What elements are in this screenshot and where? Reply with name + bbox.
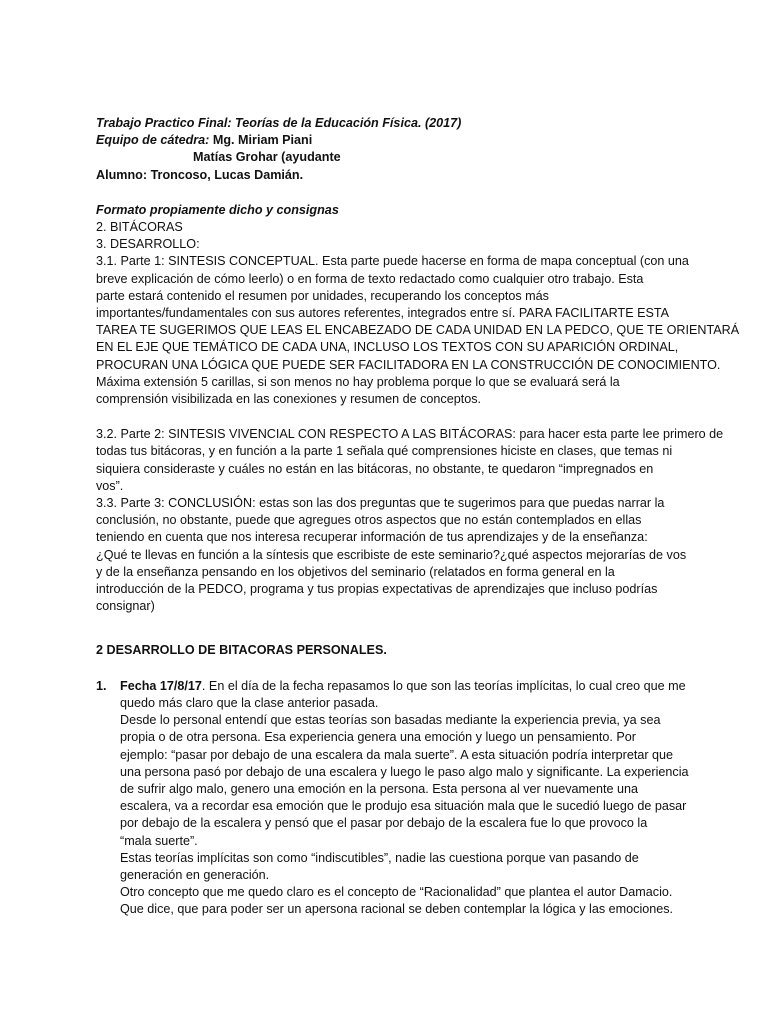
paragraph-line: siquiera consideraste y cuáles no están en las bitácoras, no obstante, te quedaron “impregnados en [96,461,654,476]
entry-line: ejemplo: “pasar por debajo de una escalera da mala suerte”. A esta situación podría interpretar que [120,747,674,762]
paragraph-line: vos”. [96,478,124,493]
part1-paragraph [96,253,740,408]
paragraph-line: 3.2. Parte 2: SINTESIS VIVENCIAL CON RESPECTO A LAS BITÁCORAS: para hacer esta parte lee primero de [96,427,724,442]
team-label: Equipo de cátedra: [96,133,210,148]
entry-line: Estas teorías implícitas son como “indiscutibles”, nadie las cuestiona porque van pasando de [120,850,639,865]
paragraph-line: parte estará contenido el resumen por unidades, recuperando los conceptos más [96,288,549,303]
paragraph-line: EN EL EJE QUE TEMÁTICO DE CADA UNA, INCLUSO LOS TEXTOS CON SU APARICIÓN ORDINAL, [96,340,679,355]
paragraph-line: consignar) [96,599,155,614]
paragraph-line: Máxima extensión 5 carillas, si son menos no hay problema porque lo que se evaluará será la [96,374,620,389]
paragraph-line: introducción de la PEDCO, programa y tus propias expectativas de aprendizajes que incluso podrías [96,582,658,597]
entry-line: una persona pasó por debajo de una escalera y luego le paso algo malo y significante. La experiencia [120,764,689,779]
entry-number: 1. [96,678,107,693]
student-name: Alumno: Troncoso, Lucas Damián. [96,167,304,182]
entry-line: Otro concepto que me quedo claro es el concepto de “Racionalidad” que plantea el autor Damacio. [120,885,673,900]
entry-date: Fecha 17/8/17 [120,678,202,693]
team-member-1: Mg. Miriam Piani [209,133,313,148]
paragraph-line: TAREA TE SUGERIMOS QUE LEAS EL ENCABEZADO DE CADA UNIDAD EN LA PEDCO, QUE TE ORIENTARÁ [96,323,740,338]
paragraph-line: ¿Qué te llevas en función a la síntesis que escribiste de este seminario?¿qué aspectos mejorarías de vos [96,547,687,562]
team-member-2: Matías Grohar (ayudante [193,150,341,165]
paragraph-line: todas tus bitácoras, y en función a la parte 1 señala qué comprensiones hiciste en clases, que temas ni [96,444,673,459]
paragraph-line: breve explicación de cómo leerlo) o en forma de texto redactado como cualquier otro trabajo. Esta [96,271,644,286]
entry-first-line [120,678,686,695]
paragraph-line: teniendo en cuenta que nos interesa recuperar información de tus aprendizajes y de la enseñanza: [96,530,648,545]
entry-line: por debajo de la escalera y pensó que el pasar por debajo de la escalera fue lo que provoco la [120,816,648,831]
format-heading: Formato propiamente dicho y consignas [96,202,339,217]
part2-paragraph [96,426,724,495]
item-desarrollo: 3. DESARROLLO: [96,237,200,252]
entry-line: Que dice, que para poder ser un apersona racional se deben contemplar la lógica y las emociones. [120,902,674,917]
part3-paragraph [96,495,686,615]
bitacora-entry-1 [96,678,689,919]
paragraph-line: conclusión, no obstante, puede que agregues otros aspectos que no están contemplados en ellas [96,513,642,528]
entry-line: de sufrir algo malo, genero una emoción en la persona. Esta persona al ver nuevamente una [120,781,639,796]
paragraph-line: PROCURAN UNA LÓGICA QUE PUEDE SER FACILITADORA EN LA CONSTRUCCIÓN DE CONOCIMIENTO. [96,357,721,372]
entry-line: “mala suerte”. [120,833,198,848]
entry-line: propia o de otra persona. Esa experiencia genera una emoción y luego un pensamiento. Por [120,730,636,745]
entry-line: Desde lo personal entendí que estas teorías son basadas mediante la experiencia previa, ya sea [120,713,661,728]
document-title: Trabajo Practico Final: Teorías de la Educación Física. (2017) [96,116,462,130]
entry-line: quedo más claro que la clase anterior pasada. [120,695,379,710]
section2-heading: 2 DESARROLLO DE BITACORAS PERSONALES. [96,643,387,658]
paragraph-line: y de la enseñanza pensando en los objetivos del seminario (relatados en forma general en la [96,564,615,579]
paragraph-line: importantes/fundamentales con sus autores referentes, integrados entre sí. PARA FACILITARTE ESTA [96,306,670,321]
entry-line: generación en generación. [120,867,270,882]
paragraph-line: comprensión visibilizada en las conexiones y resumen de conceptos. [96,392,482,407]
team-line [96,132,686,149]
item-bitacoras: 2. BITÁCORAS [96,220,183,235]
entry-line: escalera, va a recordar esa emoción que le produjo esa situación mala que le sucedió luego de pasar [120,799,687,814]
entry-first-line-text: . En el día de la fecha repasamos lo que son las teorías implícitas, lo cual creo que me [201,678,686,693]
document-page [96,115,740,919]
paragraph-line: 3.3. Parte 3: CONCLUSIÓN: estas son las dos preguntas que te sugerimos para que puedas narrar la [96,496,665,511]
paragraph-line: 3.1. Parte 1: SINTESIS CONCEPTUAL. Esta parte puede hacerse en forma de mapa conceptual (con una [96,254,689,269]
